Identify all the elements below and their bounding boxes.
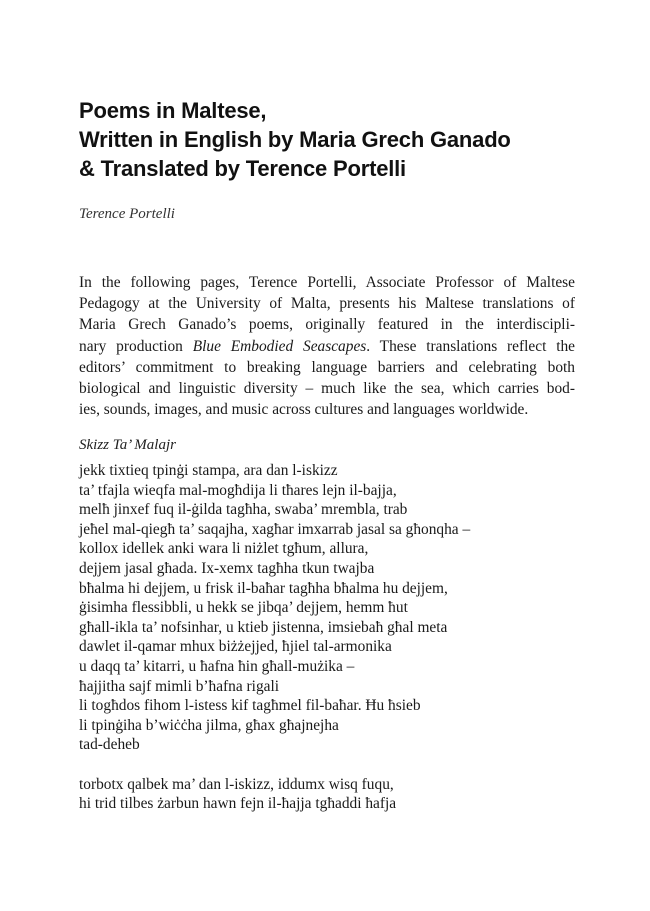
title-line-2: Written in English by Maria Grech Ganado: [79, 127, 511, 152]
title-line-3: & Translated by Terence Portelli: [79, 156, 406, 181]
intro-line-7: ies, sounds, images, and music across cultures and languages worldwide.: [79, 401, 529, 419]
poem-line: tad-deheb: [79, 736, 140, 754]
intro-line-2: Pedagogy at the University of Malta, presents his Maltese translations of: [79, 295, 575, 313]
poem-body: [79, 461, 579, 814]
poem-line: dejjem jasal għada. Ix-xemx tagħha tkun twajba: [79, 559, 375, 577]
poem-line: ġisimha flessibbli, u hekk se jibqa’ dejjem, hemm ħut: [79, 599, 408, 617]
poem-line: ta’ tfajla wieqfa mal-mogħdija li tħares lejn il-bajja,: [79, 481, 397, 499]
stanza-gap: [79, 755, 579, 775]
author-name: Terence Portelli: [79, 206, 175, 222]
poem-stanza-2: [79, 775, 579, 814]
poem-line: u daqq ta’ kitarri, u ħafna ħin għall-mużika –: [79, 657, 355, 675]
poem-title: Skizz Ta’ Malajr: [79, 437, 176, 453]
poem-line: ħajjitha sajf mimli b’ħafna rigali: [79, 677, 280, 695]
page-title: [79, 96, 599, 183]
intro-line-4-post: . These translations reflect the: [366, 337, 575, 355]
poem-line: li togħdos fihom l-istess kif tagħmel fil-baħar. Ħu ħsieb: [79, 697, 421, 715]
intro-line-4-pre: nary production: [79, 337, 193, 355]
poem-line: għall-ikla ta’ nofsinhar, u ktieb jistenna, imsiebaħ għal meta: [79, 618, 448, 636]
intro-paragraph: [79, 272, 575, 420]
poem-line: hi trid tilbes żarbun hawn fejn il-ħajja tgħaddi ħafja: [79, 795, 397, 813]
poem-line: dawlet il-qamar mhux biżżejjed, ħjiel tal-armonika: [79, 638, 392, 656]
poem-line: melħ jinxef fuq il-ġilda tagħha, swaba’ mremblа, trab: [79, 501, 408, 519]
intro-line-6: biological and linguistic diversity – much like the sea, which carries bod-: [79, 380, 575, 398]
poem-line: bħalma hi dejjem, u frisk il-baħar tagħha bħalma hu dejjem,: [79, 579, 448, 597]
intro-line-5: editors’ commitment to breaking language barriers and celebrating both: [79, 358, 575, 376]
intro-line-3: Maria Grech Ganado’s poems, originally featured in the interdiscipli-: [79, 316, 575, 334]
production-title: Blue Embodied Seascapes: [192, 337, 367, 355]
poem-line: kollox idellek anki wara li niżlet tgħum, allura,: [79, 540, 369, 558]
title-line-1: Poems in Maltese,: [79, 98, 267, 123]
poem-line: jeħel mal-qiegħ ta’ saqajha, xagħar imxarrab jasal sa għonqha –: [79, 520, 471, 538]
intro-line-4: [79, 336, 575, 357]
intro-line-1: In the following pages, Terence Portelli, Associate Professor of Maltese: [79, 274, 575, 291]
poem-line: jekk tixtieq tpinġi stampa, ara dan l-iskizz: [79, 462, 338, 479]
poem-line: torbotx qalbek ma’ dan l-iskizz, iddumx wisq fuqu,: [79, 775, 394, 793]
poem-stanza-1: [79, 461, 579, 755]
poem-line: li tpinġiha b’wiċċha jilma, għax għajnejha: [79, 716, 339, 734]
